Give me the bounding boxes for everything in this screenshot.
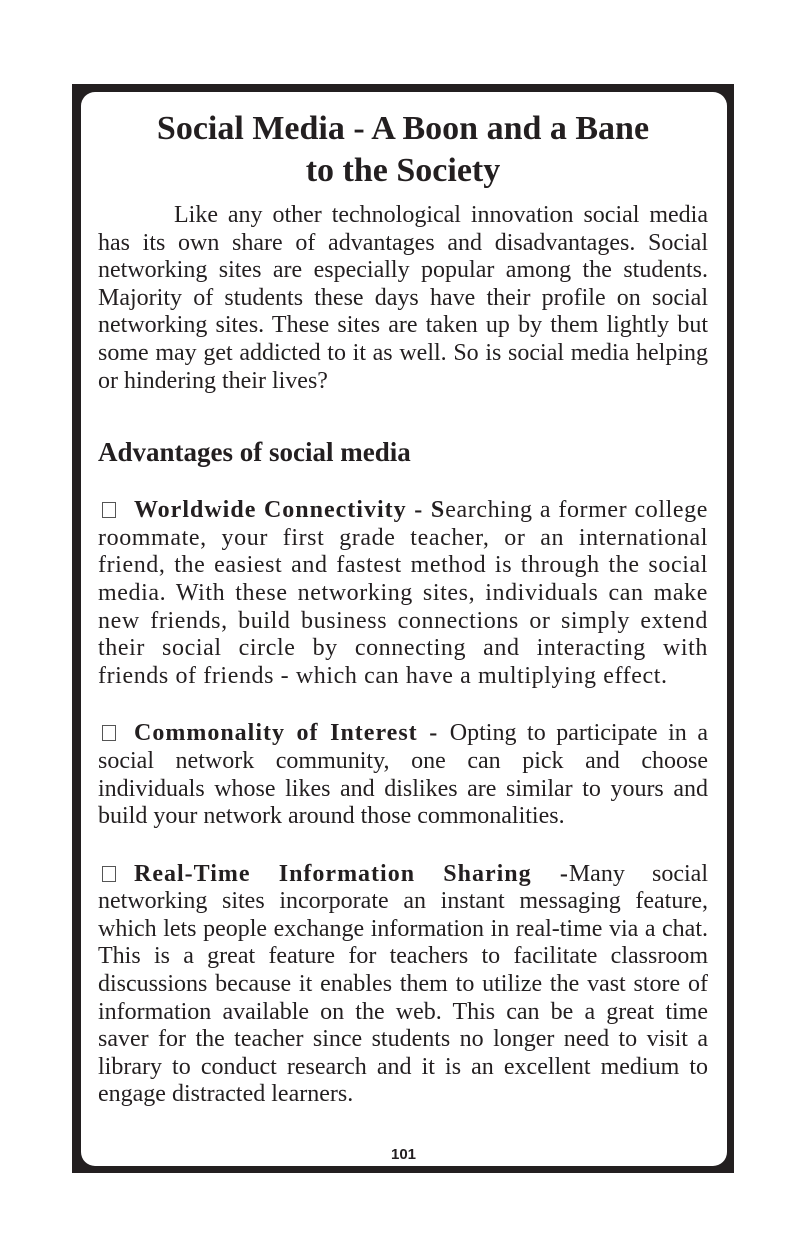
- section-heading: Advantages of social media: [98, 437, 411, 468]
- page-title: [98, 108, 708, 192]
- page-number: 101: [390, 1146, 417, 1163]
- advantage-heading: Real-Time Information Sharing -: [134, 860, 569, 887]
- advantage-item: [98, 497, 708, 690]
- title-line-2: to the Society: [305, 152, 501, 189]
- article: [98, 104, 708, 1109]
- title-line-1: Social Media - A Boon and a Bane: [156, 110, 650, 147]
- checkbox-bullet-icon: [102, 725, 116, 741]
- advantage-text: Opting to participate in a social network community, one can pick and choose individuals whose likes and dislikes are similar to yours and build your network around those commonalities.: [98, 720, 708, 830]
- advantage-heading: Commonality of Interest -: [134, 720, 450, 747]
- advantage-text: Many social networking sites incorporate an instant messaging feature, which lets people exchange information in real-time via a chat. This is a great feature for teachers to facilitate classroom discussions because it enables them to utilize the vast store of information available on the web. This can be a great time saver for the teacher since students no longer need to visit a library to conduct research and it is an excellent medium to engage distracted learners.: [98, 860, 708, 1108]
- advantage-heading: Worldwide Connectivity - S: [134, 497, 446, 524]
- advantage-text: earching a former college roommate, your first grade teacher, or an international friend, the easiest and fastest method is through the social media. With these networking sites, individuals can make new friends, build business connections or simply extend their social circle by connecting and interacting with friends of friends - which can have a multiplying effect.: [98, 497, 708, 689]
- advantage-item: [98, 720, 708, 830]
- intro-paragraph: Like any other technological innovation social media has its own share of advantages and disadvantages. Social networking sites are especially popular among the students. Majority of students these days have their profile on social networking sites. These sites are taken up by them lightly but some may get addicted to it as well. So is social media helping or hindering their lives?: [98, 202, 708, 394]
- advantage-item: [98, 861, 708, 1109]
- checkbox-bullet-icon: [102, 866, 116, 882]
- checkbox-bullet-icon: [102, 502, 116, 518]
